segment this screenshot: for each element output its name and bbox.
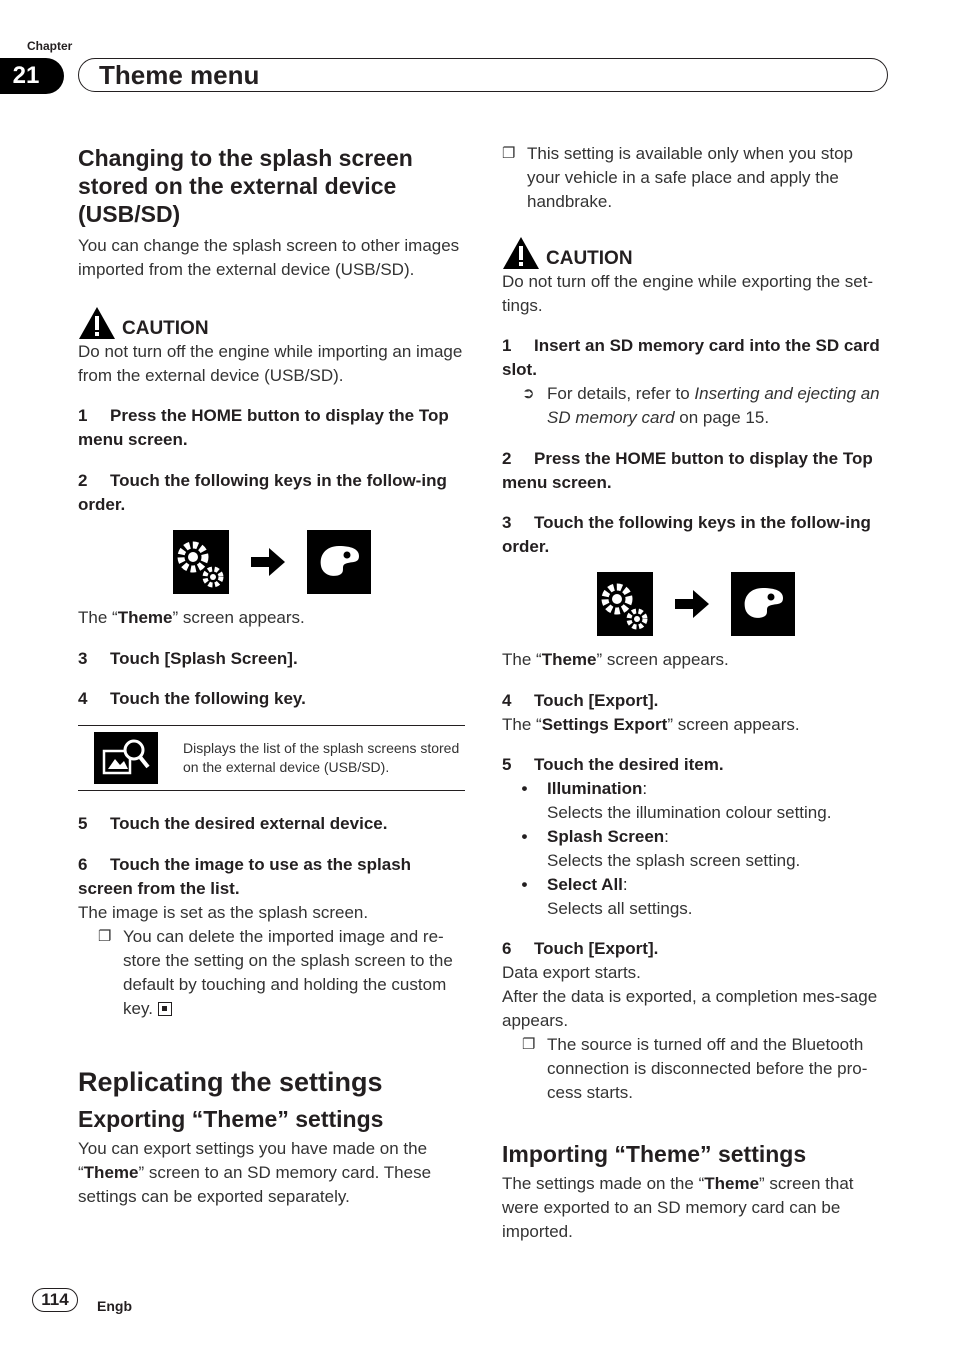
- settings-gear-icon: [173, 530, 229, 594]
- export-step-1: 1 Insert an SD memory card into the SD card slot.: [502, 336, 880, 379]
- theme-palette-icon: [307, 530, 371, 594]
- checkbox-bullet-icon: ❐: [522, 1036, 536, 1053]
- theme-screen-appears: The “Theme” screen appears.: [502, 650, 729, 669]
- step-6: 6 Touch the image to use as the splash screen from the list.: [78, 855, 412, 898]
- chapter-number-badge: 21: [0, 58, 64, 94]
- warning-icon: [78, 306, 116, 340]
- export-step-5: 5 Touch the desired item.: [502, 755, 724, 774]
- language-code: Engb: [97, 1298, 132, 1314]
- export-starts: Data export starts.: [502, 963, 641, 982]
- step-4: 4 Touch the following key.: [78, 689, 306, 708]
- key-sequence: [78, 530, 465, 594]
- key-sequence: [502, 572, 889, 636]
- section-title-splash: Changing to the splash screen stored on the external device (USB/SD): [78, 145, 413, 227]
- checkbox-bullet-icon: ❐: [98, 928, 112, 945]
- right-column: [502, 140, 889, 1244]
- export-step-6: 6 Touch [Export].: [502, 939, 659, 958]
- reference-note: ➲ For details, refer to Inserting and ejecting an SD memory card on page 15.: [502, 382, 889, 430]
- exporting-text: You can export settings you have made on the “Theme” screen to an SD memory card. These settings can be exported separately.: [78, 1139, 432, 1206]
- export-step-3: 3 Touch the following keys in the follow-ing order.: [502, 513, 871, 556]
- arrow-reference-icon: ➲: [522, 385, 535, 402]
- caution-label: CAUTION: [122, 318, 209, 339]
- step-6-result: The image is set as the splash screen.: [78, 903, 369, 922]
- image-search-icon: [94, 732, 158, 784]
- caution-text-export: Do not turn off the engine while exporting the set-tings.: [502, 272, 874, 315]
- step-3: 3 Touch [Splash Screen].: [78, 649, 298, 668]
- importing-title: Importing “Theme” settings: [502, 1141, 807, 1167]
- caution-box-export: [502, 236, 889, 270]
- export-step-2: 2 Press the HOME button to display the Top menu screen.: [502, 449, 873, 492]
- note-delete-image: ❐ You can delete the imported image and re-store the setting on the splash screen to the default by touching and holding the custom key.: [78, 925, 465, 1021]
- step-1: 1 Press the HOME button to display the Top menu screen.: [78, 406, 449, 449]
- theme-palette-icon: [731, 572, 795, 636]
- after-export: After the data is exported, a completion mes-sage appears.: [502, 987, 878, 1030]
- step-2: 2 Touch the following keys in the follow-ing order.: [78, 471, 447, 514]
- note-source-off: ❐ The source is turned off and the Bluetooth connection is disconnected before the pro-cess starts.: [502, 1033, 889, 1105]
- note-handbrake: ❐ This setting is available only when you stop your vehicle in a safe place and apply the handbrake.: [502, 142, 889, 214]
- chapter-title: Theme menu: [78, 58, 888, 92]
- arrow-right-icon: [675, 590, 709, 618]
- settings-export-appears: The “Settings Export” screen appears.: [502, 715, 800, 734]
- arrow-right-icon: [251, 548, 285, 576]
- key-description-table: [78, 725, 465, 791]
- step-5: 5 Touch the desired external device.: [78, 814, 388, 833]
- left-column: [78, 140, 465, 1209]
- replicating-title: Replicating the settings: [78, 1067, 383, 1097]
- export-step-4: 4 Touch [Export].: [502, 691, 659, 710]
- exporting-title: Exporting “Theme” settings: [78, 1106, 384, 1132]
- chapter-label: Chapter: [27, 39, 73, 53]
- list-item: • Splash Screen: Selects the splash screen setting.: [521, 827, 801, 870]
- importing-text: The settings made on the “Theme” screen that were exported to an SD memory card can be imported.: [502, 1174, 854, 1241]
- page-number: 114: [32, 1288, 78, 1312]
- splash-intro: You can change the splash screen to other images imported from the external device (USB/SD).: [78, 236, 460, 279]
- checkbox-bullet-icon: ❐: [502, 145, 516, 162]
- warning-icon: [502, 236, 540, 270]
- caution-text: Do not turn off the engine while importing an image from the external device (USB/SD).: [78, 342, 463, 385]
- theme-screen-appears: The “Theme” screen appears.: [78, 608, 305, 627]
- settings-gear-icon: [597, 572, 653, 636]
- list-item: • Select All: Selects all settings.: [521, 875, 693, 918]
- caution-box: [78, 306, 465, 340]
- key-description: Displays the list of the splash screens stored on the external device (USB/SD).: [183, 740, 460, 775]
- caution-label: CAUTION: [546, 248, 633, 269]
- end-mark-icon: [158, 1002, 172, 1016]
- list-item: • Illumination: Selects the illumination colour setting.: [521, 779, 832, 822]
